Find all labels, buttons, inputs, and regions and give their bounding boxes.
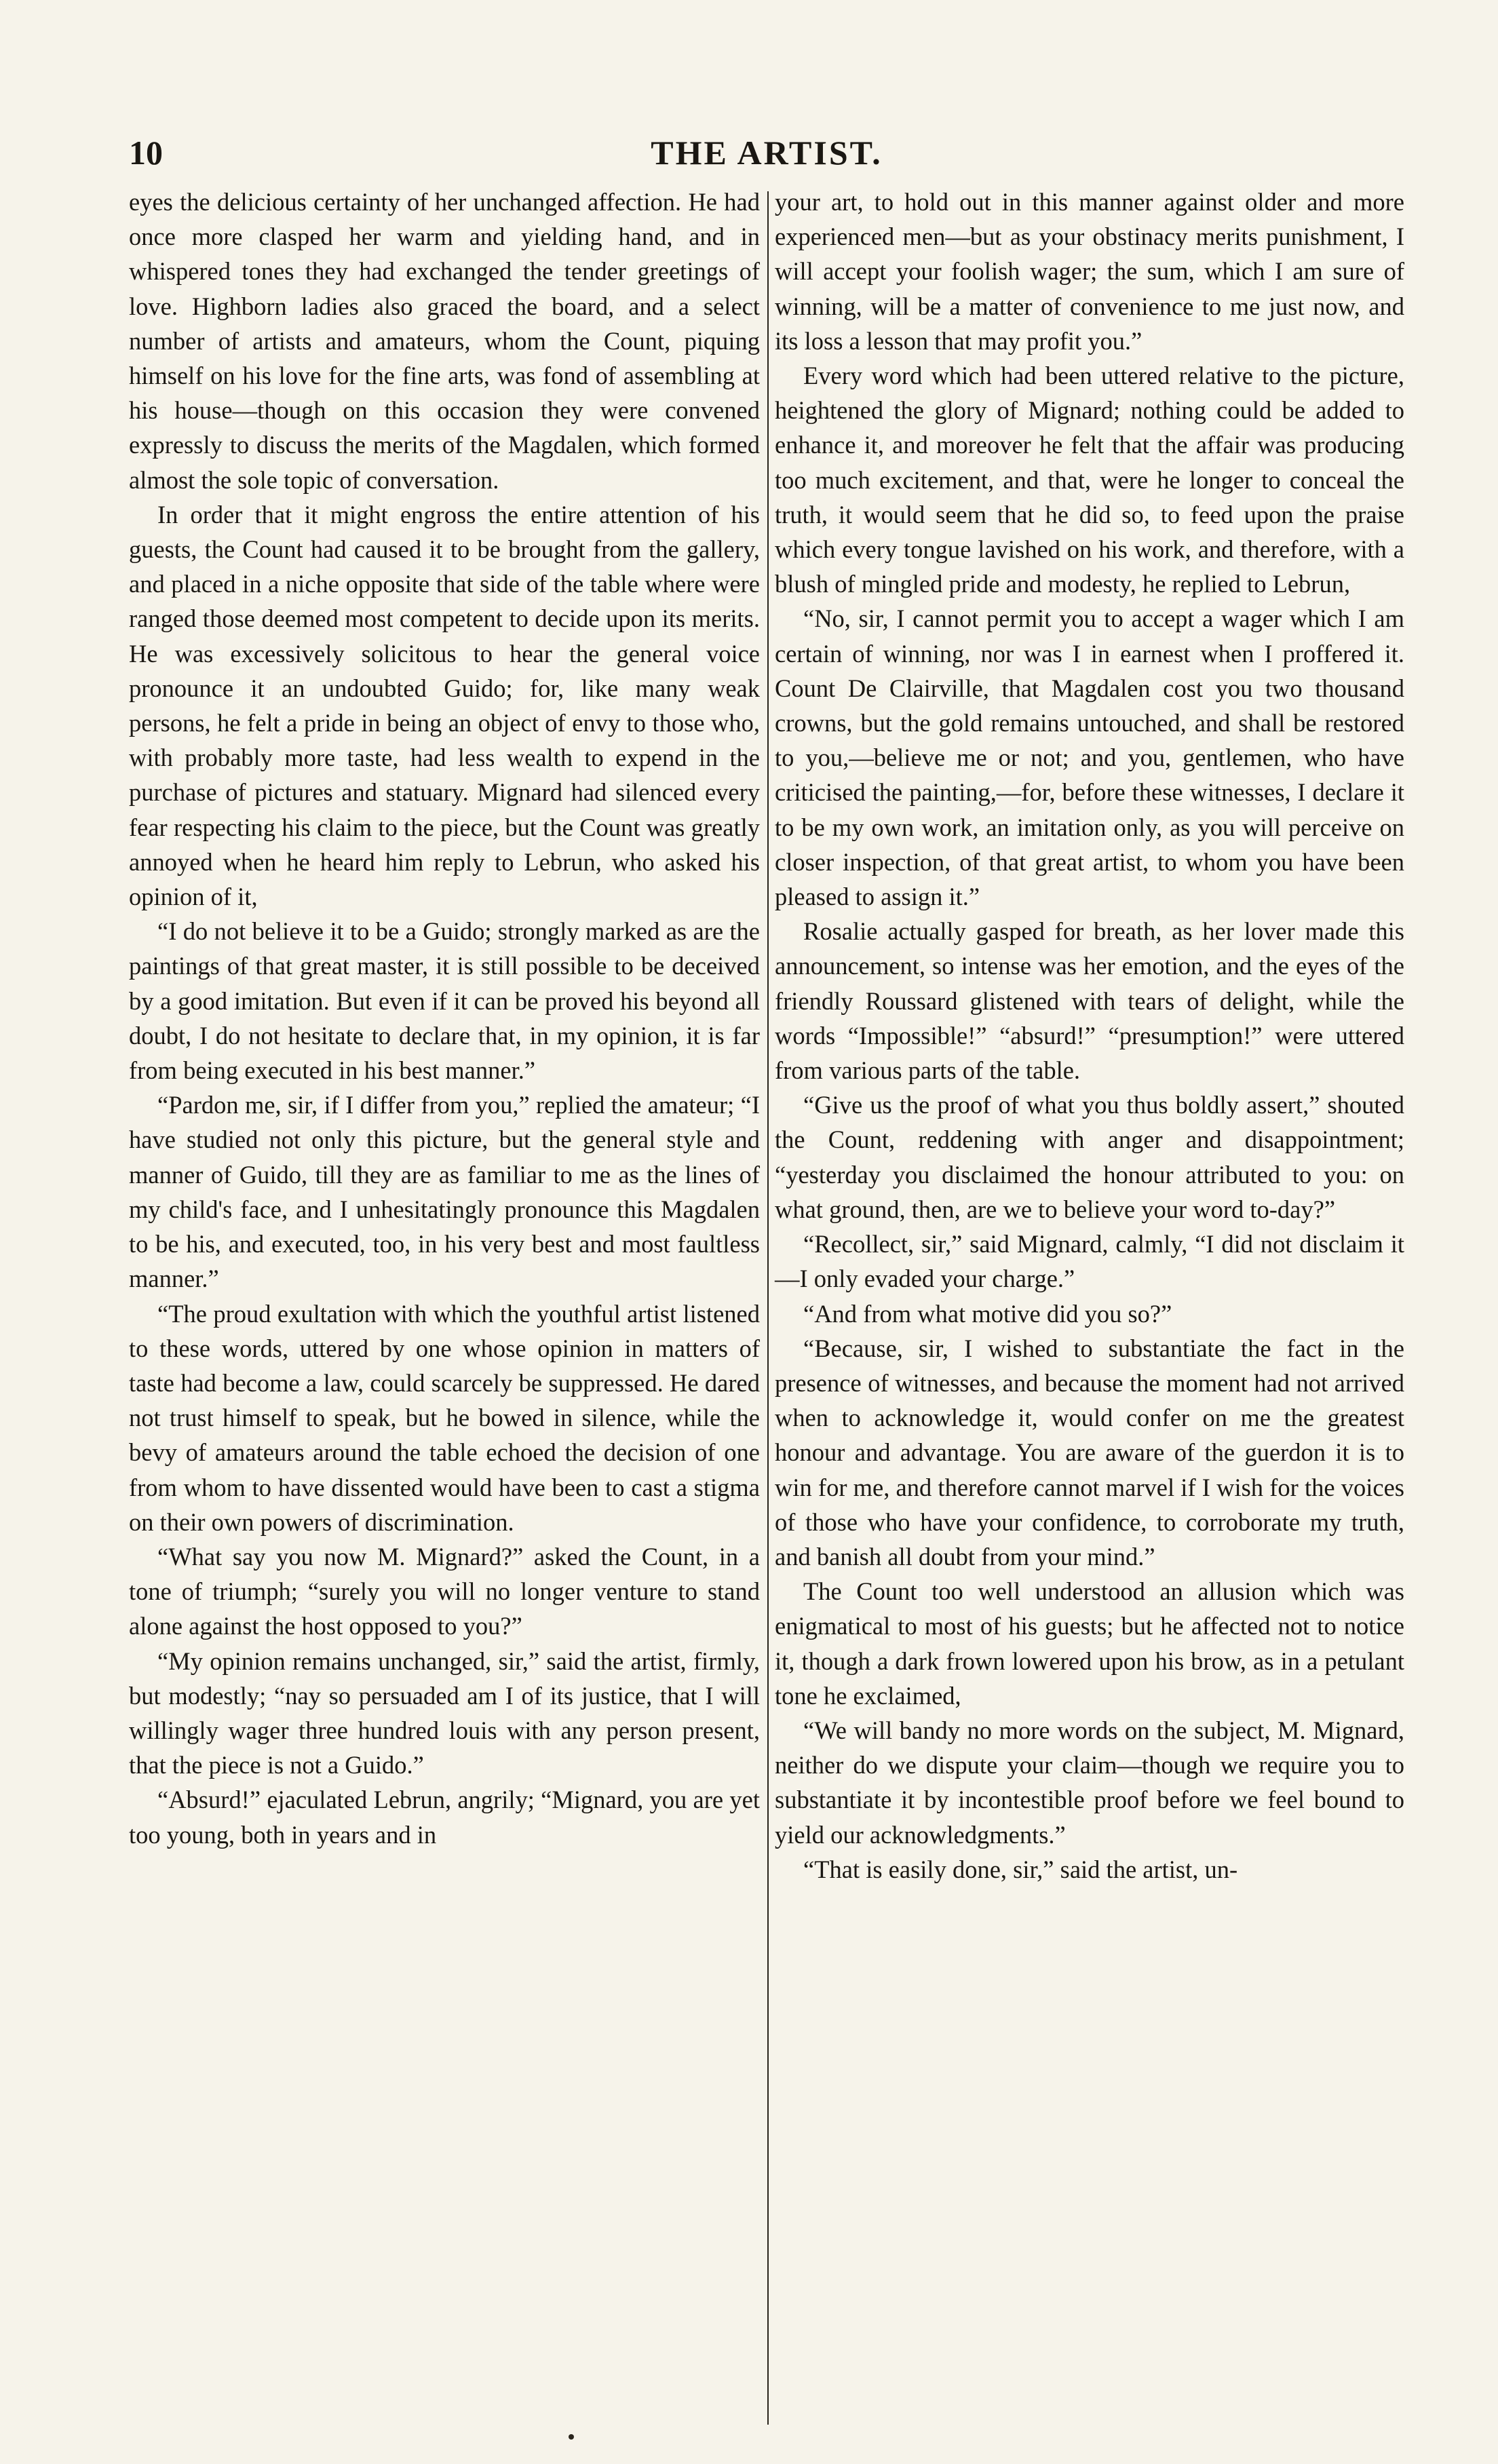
paragraph: “Pardon me, sir, if I differ from you,” replied the amateur; “I have studied not only this picture, but the general style and manner of Guido, till they are as familiar to me as the lines of my child's face, and I unhesitatingly pronounce this Magdalen to be his, and executed, too, in his very best and most faultless manner.” xyxy=(129,1091,760,1293)
paragraph: Rosalie actually gasped for breath, as her lover made this announcement, so intense was her emotion, and the eyes of the friendly Roussard glistened with tears of delight, while the words “Impossible!” “absurd!” “presumption!” were uttered from various parts of the table. xyxy=(775,917,1404,1085)
paragraph: “No, sir, I cannot permit you to accept a wager which I am certain of winning, nor was I in earnest when I proffered it. Count De Clairville, that Magdalen cost you two thousand crowns, but the gold remains untouched, and shall be restored to you,—believe me or not; and you, gentlemen, who have criticised the painting,—for, before these witnesses, I declare it to be my own work, an imitation only, as you will perceive on closer inspection, of that great artist, to whom you have been pleased to assign it.” xyxy=(775,604,1404,911)
paragraph: “And from what motive did you so?” xyxy=(803,1299,1172,1328)
paragraph: “That is easily done, sir,” said the artist, un- xyxy=(803,1855,1238,1883)
paragraph: In order that it might engross the entire attention of his guests, the Count had caused it to be brought from the gallery, and placed in a niche opposite that side of the table where were ranged those deemed most competent to decide upon its merits. He was excessively solicitous to hear the general voice pronounce it an undoubted Guido; for, like many weak persons, he felt a pride in being an object of envy to those who, with probably more taste, had less wealth to expend in the purchase of pictures and statuary. Mignard had silenced every fear respecting his claim to the piece, but the Count was greatly annoyed when he heard him reply to Lebrun, who asked his opinion of it, xyxy=(129,500,760,911)
paragraph: “The proud exultation with which the youthful artist listened to these words, uttered by one whose opinion in matters of taste had become a law, could scarcely be suppressed. He dared not trust himself to speak, but he bowed in silence, while the bevy of amateurs around the table echoed the decision of one from whom to have dissented would have been to cast a stigma on their own powers of discrimination. xyxy=(129,1299,760,1536)
running-head: THE ARTIST. xyxy=(651,134,883,172)
paragraph: The Count too well understood an allusion which was enigmatical to most of his guests; but he affected not to notice it, though a dark frown lowered upon his brow, as in a petulant tone he exclaimed, xyxy=(775,1577,1404,1710)
paragraph: “Give us the proof of what you thus boldly assert,” shouted the Count, reddening with anger and disappointment; “yesterday you disclaimed the honour attributed to you: on what ground, then, are we to believe your word to-day?” xyxy=(775,1091,1404,1223)
page-header xyxy=(129,133,1404,187)
paragraph: “What say you now M. Mignard?” asked the Count, in a tone of triumph; “surely you will no longer venture to stand alone against the host opposed to you?” xyxy=(129,1542,760,1640)
paragraph: your art, to hold out in this manner against older and more experienced men—but as your obstinacy merits punishment, I will accept your foolish wager; the sum, which I am sure of winning, will be a matter of convenience to me just now, and its loss a lesson that may profit you.” xyxy=(775,188,1404,355)
paragraph: “Recollect, sir,” said Mignard, calmly, “I did not disclaim it—I only evaded your charge.” xyxy=(775,1230,1404,1293)
left-column xyxy=(129,185,760,1852)
right-column xyxy=(775,185,1404,1887)
column-divider xyxy=(767,191,769,2425)
paragraph: “Absurd!” ejaculated Lebrun, angrily; “Mignard, you are yet too young, both in years and in xyxy=(129,1786,760,1849)
page-number: 10 xyxy=(129,134,163,172)
printer-mark xyxy=(569,2434,574,2440)
paragraph: eyes the delicious certainty of her unchanged affection. He had once more clasped her warm and yielding hand, and in whispered tones they had exchanged the tender greetings of love. Highborn ladies also graced the board, and a select number of artists and amateurs, whom the Count, piquing himself on his love for the fine arts, was fond of assembling at his house—though on this occasion they were convened expressly to discuss the merits of the Magdalen, which formed almost the sole topic of conversation. xyxy=(129,188,760,494)
paragraph: Every word which had been uttered relative to the picture, heightened the glory of Mignard; nothing could be added to enhance it, and moreover he felt that the affair was producing too much excitement, and that, were he longer to conceal the truth, it would seem that he did so, to feed upon the praise which every tongue lavished on his work, and therefore, with a blush of mingled pride and modesty, he replied to Lebrun, xyxy=(775,362,1404,598)
paragraph: “Because, sir, I wished to substantiate the fact in the presence of witnesses, and because the moment had not arrived when to acknowledge it, would confer on me the greatest honour and advantage. You are aware of the guerdon it is to win for me, and therefore cannot marvel if I wish for the voices of those who have your confidence, to corroborate my truth, and banish all doubt from your mind.” xyxy=(775,1334,1404,1571)
paragraph: “We will bandy no more words on the subject, M. Mignard, neither do we dispute your claim—though we require you to substantiate it by incontestible proof before we feel bound to yield our acknowledgments.” xyxy=(775,1716,1404,1849)
paragraph: “I do not believe it to be a Guido; strongly marked as are the paintings of that great master, it is still possible to be deceived by a good imitation. But even if it can be proved his beyond all doubt, I do not hesitate to declare that, in my opinion, it is far from being executed in his best manner.” xyxy=(129,917,760,1085)
paragraph: “My opinion remains unchanged, sir,” said the artist, firmly, but modestly; “nay so persuaded am I of its justice, that I will willingly wager three hundred louis with any person present, that the piece is not a Guido.” xyxy=(129,1647,760,1779)
